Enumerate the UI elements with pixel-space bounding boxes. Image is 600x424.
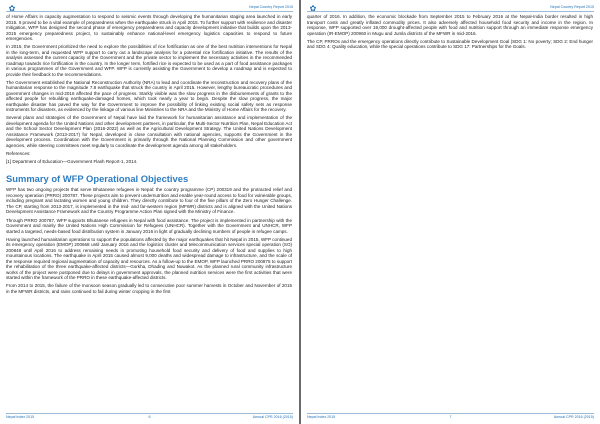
wfp-logo-icon: ✿ xyxy=(309,4,317,13)
paragraph: quarter of 2016. In addition, the economic blockade from September 2015 to February 2016 at the Nepal-India border resulted in high transport costs and greatly inflated commodity prices. It also adversely affected household food security and income in the region. In response, WFP supported over 19,000 drought-affected people with food and nutrition support through an immediate response emergency operation (IR-EMOP) 200960 in Mugu and Jumla districts of the MFWR in mid-2016. xyxy=(307,14,593,36)
paragraph: Having launched humanitarian operations to support the populations affected by the major earthquakes that hit Nepal in 2015, WFP continued its emergency operation (EMOP) 200668 until January 2016 and the logistics cluster and telecommunication services special operation (SO) 200848 until April 2016 to address remaining needs in promoting household food security and delivery of food and supplies to high mountainous locations. The earthquake in April 2015 caused almost 9,000 deaths and widespread damage to infrastructure, and the scale of the response required regional augmentation of capacity and resources. As a follow-up to the EMOP, WFP launched PRRO 200875 to support the rehabilitation of the three earthquake-affected districts—Gorkha, Dhading and Nuwakot. As the planned rural community infrastructure works of the project were postponed due to delays in government approvals, the planned nutrition services were the first activities that were started within the framework of the PRRO in these earthquake-affected districts. xyxy=(6,236,292,281)
paragraph: WFP has two ongoing projects that serve Bhutanese refugees in Nepal: the country programme (CP) 200319 and the protracted relief and recovery operation (PRRO) 200787. These projects aim to prevent undernutrition and enable year-round access to food for vulnerable groups, including pregnant and lactating women and young children. They directly contribute to four of the five pillars of the Zero Hunger Challenge. The CP, starting from 2013-2017, is implemented in the mid- and far-western region (MFWR) districts and is aligned with the United Nations Development Assistance Framework and the Country Programme Action Plan signed with the Ministry of Finance. xyxy=(6,187,292,215)
section-title: Summary of WFP Operational Objectives xyxy=(6,173,189,185)
page-footer xyxy=(6,415,293,420)
paragraph: From 2014 to 2015, the failure of the monsoon season gradually led to consecutive poor summer harvests in October and November of 2015 in the MFWR districts, and rains continued to fail during winter cropping in the first xyxy=(6,283,292,294)
footer-left-text: Nepal Index 2015 xyxy=(307,415,336,419)
page-footer xyxy=(307,415,594,420)
footer-divider xyxy=(307,413,594,414)
wfp-logo-icon: ✿ xyxy=(8,4,16,13)
paragraph: The CP, PRROs and the emergency operations directly contribute to Sustainable Development Goal (SDG 1: No poverty; SDG 2: End hunger and SDG 4: Quality education, while the special operations contribute to SDG 17: Partnerships for the Goals. xyxy=(307,38,593,50)
reference-item: [1] Department of Education—Government Flash Report-1, 2014. xyxy=(6,158,138,164)
right-page xyxy=(301,0,600,424)
references-heading: References: xyxy=(6,150,31,156)
right-page-body xyxy=(307,14,593,52)
paragraph: The Government established the National Reconstruction Authority (NRA) to lead and coordinate the reconstruction and recovery plans of the humanitarian response to the magnitude 7.8 earthquake that struck the country in April 2015. However, lengthy bureaucratic procedures and government changes in mid-2016 affected the pace of progress. Starkly visible was the slow progress in the disbursements of grants to the affected people for rebuilding earthquake-damaged homes, which took nearly a year to begin. Despite the slow progress, the major earthquake disaster has paved the way for the Government to improve the possibility of linking existing social safety nets as response instruments for disasters, as evidenced by the linkage of various line Ministries to the NRA and the Ministry of Home Affairs for the recovery. xyxy=(6,79,292,113)
header-divider xyxy=(6,11,293,12)
paragraph: Through PRRO 200787, WFP supports Bhutanese refugees in Nepal with food assistance. The project is implemented in partnership with the Government and mainly the United Nations High Commission for Refugees (UNHCR). Together with the Government and UNHCR, WFP started a targeted, needs-based food distribution system in January 2016 in light of gradually declining numbers of people in refugee camps. xyxy=(6,217,292,234)
running-head: Nepal Country Report 2015 xyxy=(249,5,293,9)
footer-left-text: Nepal Index 2015 xyxy=(6,415,35,419)
page-number: 7 xyxy=(449,415,452,419)
paragraph: of Home Affairs in capacity augmentation to respond to seismic events through developing the humanitarian staging area launched in early 2015. It proved to be a vital example of preparedness when the earthquake struck in April 2015. To further support with resilience and disaster mitigation, WFP has designed the second phase of emergency preparedness and capacity development initiative that builds upon the 2013-2015 emergency preparedness project, to sustainably enhance national-level emergency logistics capacities to respond to future emergencies. xyxy=(6,14,292,41)
left-page xyxy=(0,0,299,424)
left-page-body xyxy=(6,14,292,297)
footer-divider xyxy=(6,413,293,414)
header-divider xyxy=(307,11,594,12)
running-head: Nepal Country Report 2015 xyxy=(550,5,594,9)
paragraph: In 2015, the Government prioritized the need to explore the possibilities of rice fortification as one of the best nutrition interventions for Nepal in the long-term, and requested WFP support to carry out a landscape analysis for a potential rice fortification initiative. The results of the analysis assessed the current capacity of the Government and the private sector to implement the necessary activities in the recommended roadmap towards rice fortification in the country. In the longer term, fortified rice is expected to be used as a part of food assistance packages in various programmes of the Government and WFP. WFP is currently assisting the Government to develop a roadmap and is expected to provide their feedback to the recommendations. xyxy=(6,44,292,77)
paragraph: Several plans and strategies of the Government of Nepal have laid the framework for humanitarian assistance and implementation of the development agenda for the United Nations and other development partners, in particular, the Multi-Sector Nutrition Plan, Nepal Education Act and the School Sector Development Plan (2016-2022) as well as the Agricultural Development Strategy. The United Nations Development Assistance Framework (2013-2017) for Nepal, developed in close consultation with national agencies, supports the Government in the development process. Coordination with the Government is primarily through the National Planning Commission and other government agencies, while steering committees meet regularly to coordinate the development agenda among all stakeholders. xyxy=(6,115,292,148)
page-number: 6 xyxy=(148,415,151,419)
footer-right-text: Annual CPR 2016 (2015) xyxy=(553,415,594,419)
footer-right-text: Annual CPR 2016 (2015) xyxy=(252,415,293,419)
